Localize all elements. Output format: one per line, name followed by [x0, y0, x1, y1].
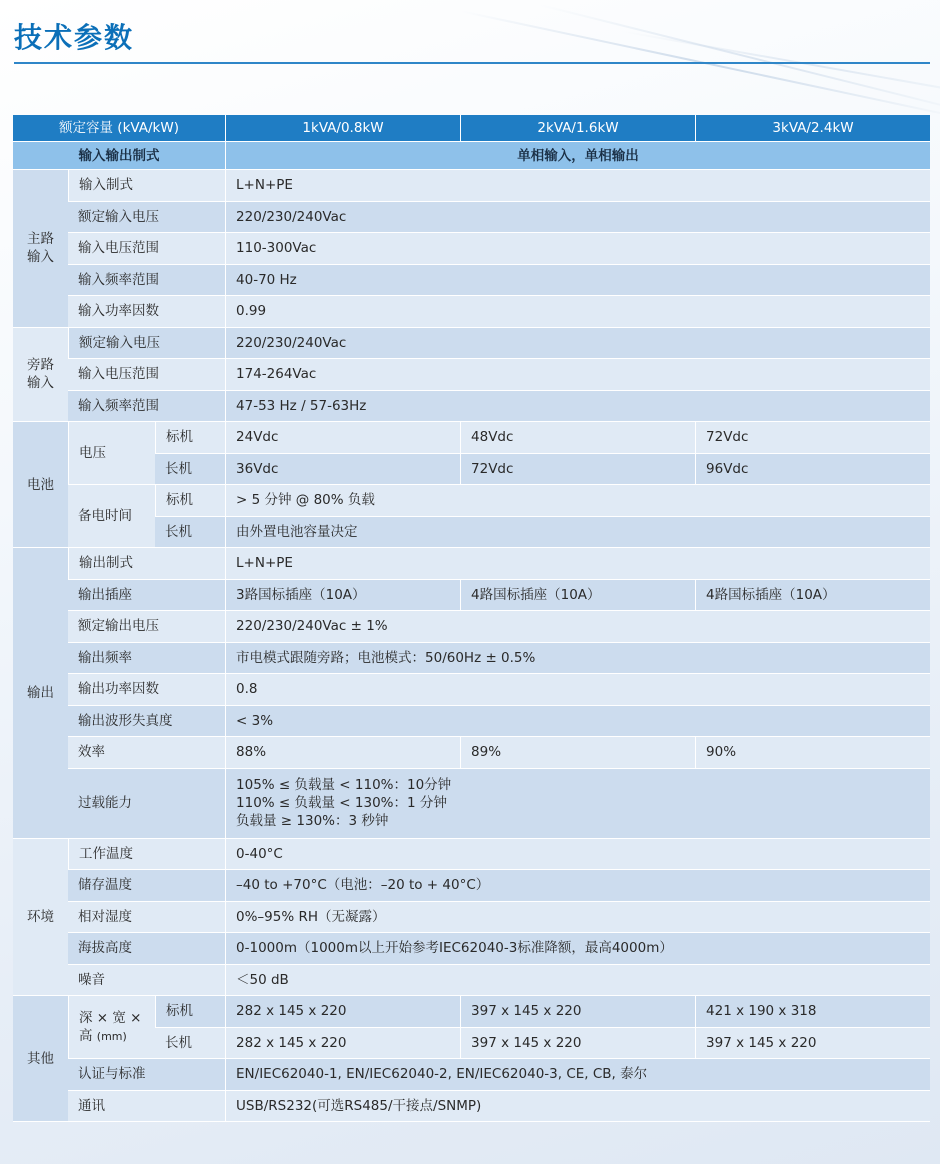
row-value: –40 to +70°C（电池：–20 to + 40°C） [225, 870, 930, 902]
cell-value: 4路国标插座（10A） [460, 580, 695, 612]
table-row [13, 902, 930, 934]
cell-value: 4路国标插座（10A） [695, 580, 930, 612]
row-value: 0.99 [225, 296, 930, 328]
cell-value: 282 x 145 x 220 [225, 1028, 460, 1060]
cell-value: 282 x 145 x 220 [225, 996, 460, 1028]
table-row [13, 674, 930, 706]
row-label: 额定输入电压 [68, 202, 225, 234]
table-row [13, 737, 930, 769]
table-row [13, 202, 930, 234]
battery-voltage-label: 电压 [68, 422, 155, 485]
group-battery: 电池 [13, 422, 68, 548]
table-row [13, 1091, 930, 1123]
table-row [13, 933, 930, 965]
row-value: 174-264Vac [225, 359, 930, 391]
row-label: 输入电压范围 [68, 233, 225, 265]
table-row [13, 769, 930, 839]
row-value: 47-53 Hz / 57-63Hz [225, 391, 930, 423]
variant-label: 长机 [155, 517, 225, 549]
group-bypass-input: 旁路 输入 [13, 328, 68, 423]
row-label: 输入频率范围 [68, 265, 225, 297]
row-value: 0-40°C [225, 839, 930, 871]
row-value: 0.8 [225, 674, 930, 706]
table-row [13, 580, 930, 612]
row-label: 输入频率范围 [68, 391, 225, 423]
row-label: 输入制式 [68, 170, 225, 202]
row-label: 输入电压范围 [68, 359, 225, 391]
spec-table [13, 115, 930, 1122]
row-value: L+N+PE [225, 170, 930, 202]
table-row [13, 265, 930, 297]
row-label: 效率 [68, 737, 225, 769]
cell-value: 24Vdc [225, 422, 460, 454]
table-row [13, 359, 930, 391]
row-value: 220/230/240Vac [225, 328, 930, 360]
row-label: 额定输出电压 [68, 611, 225, 643]
row-value: 220/230/240Vac [225, 202, 930, 234]
row-label: 噪音 [68, 965, 225, 997]
cell-value: 397 x 145 x 220 [695, 1028, 930, 1060]
overload-line: 负载量 ≥ 130%：3 秒钟 [236, 813, 389, 829]
row-label: 认证与标准 [68, 1059, 225, 1091]
group-output: 输出 [13, 548, 68, 839]
row-label: 工作温度 [68, 839, 225, 871]
table-row [13, 643, 930, 675]
table-row [13, 170, 930, 202]
group-main-input: 主路 输入 [13, 170, 68, 328]
cell-value: 397 x 145 x 220 [460, 1028, 695, 1060]
row-label: 输出波形失真度 [68, 706, 225, 738]
group-environment: 环境 [13, 839, 68, 997]
group-other: 其他 [13, 996, 68, 1122]
table-header-row [13, 115, 930, 142]
capacity-header-label: 额定容量 (kVA/kW) [13, 115, 225, 142]
row-value: L+N+PE [225, 548, 930, 580]
table-row [13, 422, 930, 454]
table-row [13, 233, 930, 265]
row-label: 输出插座 [68, 580, 225, 612]
row-value: 40-70 Hz [225, 265, 930, 297]
cell-value: 72Vdc [695, 422, 930, 454]
row-value: ＜50 dB [225, 965, 930, 997]
table-row [13, 548, 930, 580]
cell-value: 48Vdc [460, 422, 695, 454]
cell-value: 90% [695, 737, 930, 769]
row-label: 输出功率因数 [68, 674, 225, 706]
row-value: 由外置电池容量决定 [225, 517, 930, 549]
row-value: 220/230/240Vac ± 1% [225, 611, 930, 643]
variant-label: 长机 [155, 454, 225, 486]
overload-line: 110% ≤ 负载量 < 130%：1 分钟 [236, 795, 447, 811]
model-header-1: 1kVA/0.8kW [225, 115, 460, 142]
variant-label: 标机 [155, 485, 225, 517]
table-row [13, 996, 930, 1028]
row-label: 过载能力 [68, 769, 225, 839]
row-label: 相对湿度 [68, 902, 225, 934]
dimensions-label: 深 × 宽 × 高 (mm) [68, 996, 155, 1059]
row-label: 输入功率因数 [68, 296, 225, 328]
table-row [13, 391, 930, 423]
page-title: 技术参数 [14, 21, 135, 54]
table-row [13, 965, 930, 997]
row-value: 110-300Vac [225, 233, 930, 265]
model-header-3: 3kVA/2.4kW [695, 115, 930, 142]
cell-value: 89% [460, 737, 695, 769]
row-label: 海拔高度 [68, 933, 225, 965]
table-row [13, 611, 930, 643]
table-row [13, 296, 930, 328]
io-mode-row [13, 142, 930, 170]
table-row [13, 328, 930, 360]
model-header-2: 2kVA/1.6kW [460, 115, 695, 142]
row-value: > 5 分钟 @ 80% 负载 [225, 485, 930, 517]
cell-value: 96Vdc [695, 454, 930, 486]
cell-value: 3路国标插座（10A） [225, 580, 460, 612]
table-row [13, 1059, 930, 1091]
title-underline [14, 62, 930, 64]
row-label: 储存温度 [68, 870, 225, 902]
row-label: 通讯 [68, 1091, 225, 1123]
row-value: EN/IEC62040-1, EN/IEC62040-2, EN/IEC62040-3, CE, CB, 泰尔 [225, 1059, 930, 1091]
cell-value: 72Vdc [460, 454, 695, 486]
table-row [13, 485, 930, 517]
cell-value: 421 x 190 x 318 [695, 996, 930, 1028]
table-row [13, 839, 930, 871]
cell-value: 397 x 145 x 220 [460, 996, 695, 1028]
table-row [13, 706, 930, 738]
cell-value: 88% [225, 737, 460, 769]
row-value: USB/RS232(可选RS485/干接点/SNMP) [225, 1091, 930, 1123]
row-value: 0-1000m（1000m以上开始参考IEC62040-3标准降额，最高4000m） [225, 933, 930, 965]
io-mode-value: 单相输入，单相输出 [225, 142, 930, 170]
row-label: 额定输入电压 [68, 328, 225, 360]
cell-value: 36Vdc [225, 454, 460, 486]
row-label: 输出频率 [68, 643, 225, 675]
row-label: 输出制式 [68, 548, 225, 580]
background-streaks [420, 0, 940, 120]
io-mode-label: 输入输出制式 [13, 142, 225, 170]
overload-values [225, 769, 930, 839]
battery-backup-label: 备电时间 [68, 485, 155, 548]
row-value: < 3% [225, 706, 930, 738]
variant-label: 标机 [155, 996, 225, 1028]
variant-label: 长机 [155, 1028, 225, 1060]
row-value: 市电模式跟随旁路；电池模式：50/60Hz ± 0.5% [225, 643, 930, 675]
overload-line: 105% ≤ 负载量 < 110%：10分钟 [236, 777, 452, 793]
table-row [13, 870, 930, 902]
variant-label: 标机 [155, 422, 225, 454]
row-value: 0%–95% RH（无凝露） [225, 902, 930, 934]
